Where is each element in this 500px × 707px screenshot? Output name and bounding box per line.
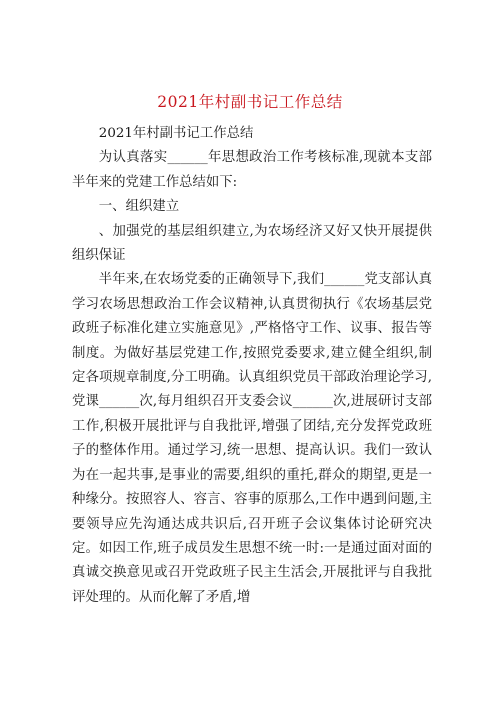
body-paragraph-subheading: 、加强党的基层组织建立,为农场经济又好又快开展提供组织保证 xyxy=(72,223,432,264)
body-paragraph-subtitle: 2021年村副书记工作总结 xyxy=(98,126,254,141)
document-body xyxy=(72,122,432,610)
document-title: 2021年村副书记工作总结 xyxy=(157,93,343,111)
section-heading: 一、组织建立 xyxy=(98,199,180,215)
body-paragraph-intro: 为认真落实______年思想政治工作考核标准,现就本支部半年来的党建工作总结如下: xyxy=(72,150,432,190)
body-paragraph-main: 半年来,在农场党委的正确领导下,我们______党支部认真学习农场思想政治工作会议精神,认真贯彻执行《农场基层党政班子标准化建立实施意见》,严格恪守工作、议事、报告等制度。为做好基层党建工作,按照党委要求,建立健全组织,制定各项规章制度,分工明确。认真组织党员干部政治理论学习,党课______次,每月组织召开支委会议______次,进展研讨支部工作,积极开展批评与自我批评,增强了团结,充分发挥党政班子的整体作用。通过学习,统一思想、提高认识。我们一致认为在一起共事,是事业的需要,组织的重托,群众的期望,更是一种缘分。按照容人、容言、容事的原那么,工作中遇到问题,主要领导应先沟通达成共识后,召开班子会议集体讨论研究决定。如因工作,班子成员发生思想不统一时:一是通过面对面的真诚交换意见或召开党政班子民主生活会,开展批评与自我批评处理的。从而化解了矛盾,增 xyxy=(72,272,432,605)
